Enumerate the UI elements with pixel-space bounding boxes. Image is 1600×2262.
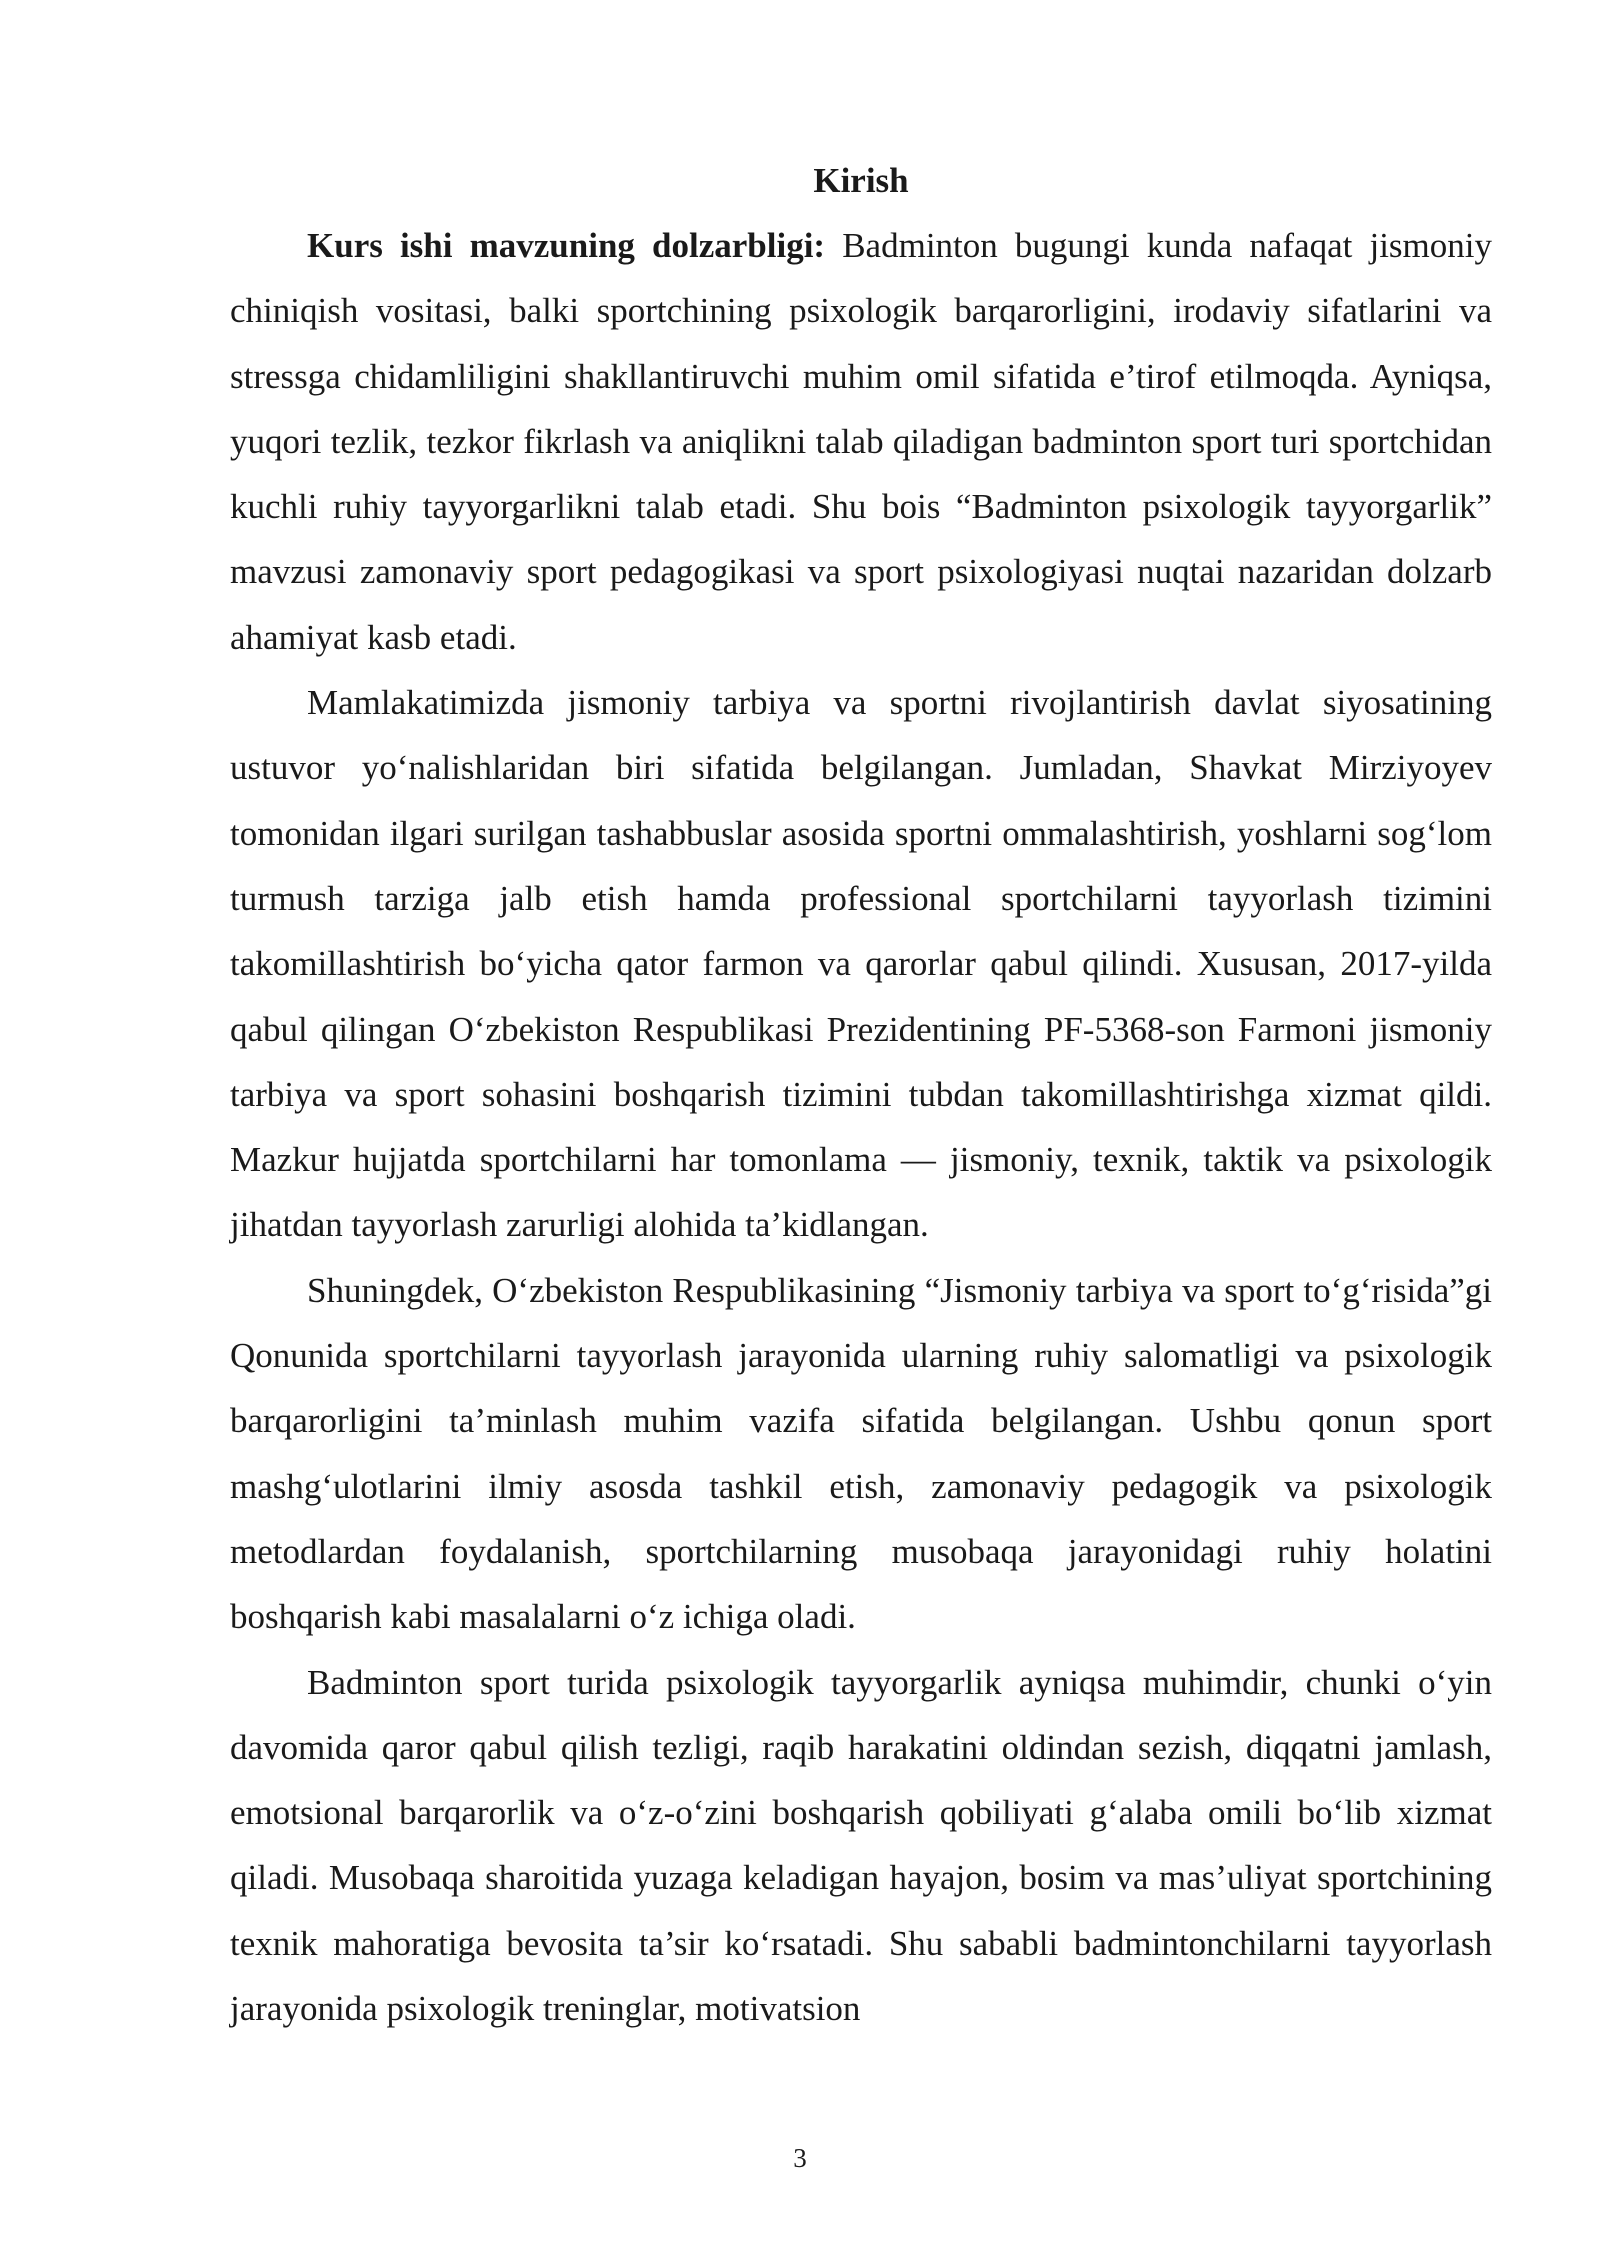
page-body: [230, 148, 1492, 2041]
paragraph-relevance: [230, 213, 1492, 670]
page-number: 3: [793, 2143, 807, 2173]
paragraph-state-policy: Mamlakatimizda jismoniy tarbiya va sportni rivojlantirish davlat siyosatining ustuvor yo‘nalishlaridan biri sifatida belgilangan. Jumladan, Shavkat Mirziyoyev tomonidan ilgari surilgan tashabbuslar asosida sportni ommalashtirish, yoshlarni sog‘lom turmush tarziga jalb etish hamda professional sportchilarni tayyorlash tizimini takomillashtirish bo‘yicha qator farmon va qarorlar qabul qilindi. Xususan, 2017-yilda qabul qilingan O‘zbekiston Respublikasi Prezidentining PF-5368-son Farmoni jismoniy tarbiya va sport sohasini boshqarish tizimini tubdan takomillashtirishga xizmat qildi. Mazkur hujjatda sportchilarni har tomonlama — jismoniy, texnik, taktik va psixologik jihatdan tayyorlash zarurligi alohida ta’kidlangan.: [230, 683, 1492, 1245]
paragraph-lead: Kurs ishi mavzuning dolzarbligi:: [307, 226, 826, 265]
paragraph-text: Badminton bugungi kunda nafaqat jismoniy chiniqish vositasi, balki sportchining psixologik barqarorligini, irodaviy sifatlarini va stressga chidamliligini shakllantiruvchi muhim omil sifatida e’tirof etilmoqda. Ayniqsa, yuqori tezlik, tezkor fikrlash va aniqlikni talab qiladigan badminton sport turi sportchidan kuchli ruhiy tayyorgarlikni talab etadi. Shu bois “Badminton psixologik tayyorgarlik” mavzusi zamonaviy sport pedagogikasi va sport psixologiyasi nuqtai nazaridan dolzarb ahamiyat kasb etadi.: [230, 226, 1492, 657]
section-title: Kirish: [813, 161, 909, 200]
paragraph-badminton-psychology: Badminton sport turida psixologik tayyorgarlik ayniqsa muhimdir, chunki o‘yin davomida qaror qabul qilish tezligi, raqib harakatini oldindan sezish, diqqatni jamlash, emotsional barqarorlik va o‘z-o‘zini boshqarish qobiliyati g‘alaba omili bo‘lib xizmat qiladi. Musobaqa sharoitida yuzaga keladigan hayajon, bosim va mas’uliyat sportchining texnik mahoratiga bevosita ta’sir ko‘rsatadi. Shu sababli badmintonchilarni tayyorlash jarayonida psixologik treninglar, motivatsion: [230, 1662, 1492, 2029]
paragraph-law: Shuningdek, O‘zbekiston Respublikasining “Jismoniy tarbiya va sport to‘g‘risida”gi Qonunida sportchilarni tayyorlash jarayonida ularning ruhiy salomatligi va psixologik barqarorligini ta’minlash muhim vazifa sifatida belgilangan. Ushbu qonun sport mashg‘ulotlarini ilmiy asosda tashkil etish, zamonaviy pedagogik va psixologik metodlardan foydalanish, sportchilarning musobaqa jarayonidagi ruhiy holatini boshqarish kabi masalalarni o‘z ichiga oladi.: [230, 1270, 1492, 1637]
